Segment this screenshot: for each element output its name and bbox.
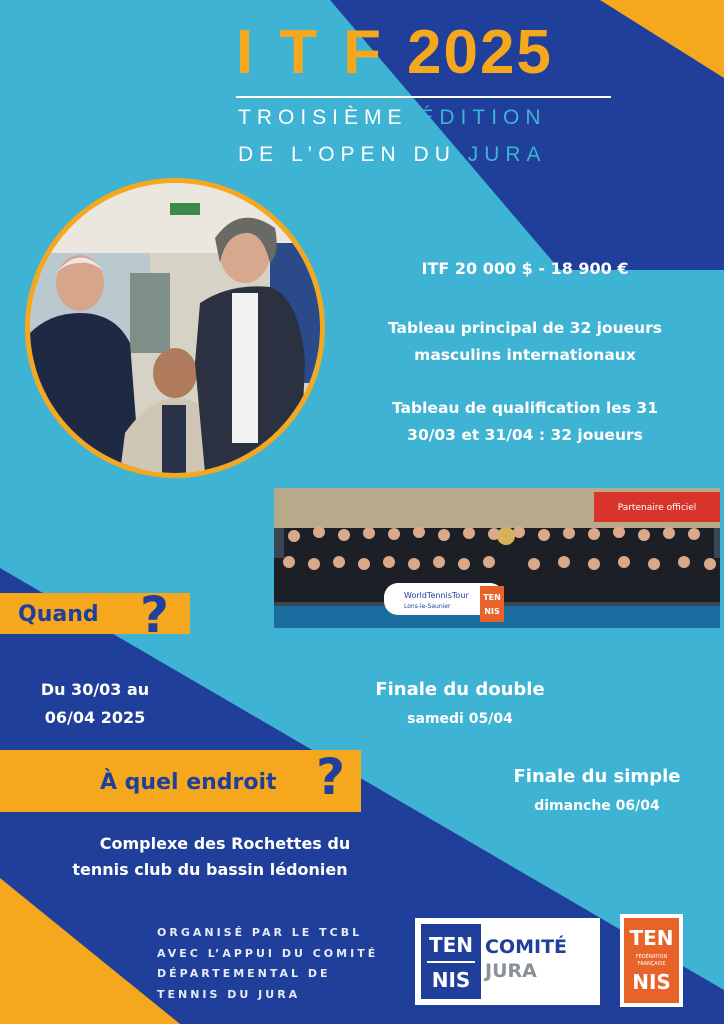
when-dates-line-2: 06/04 2025	[44, 708, 146, 727]
prize-money: ITF 20 000 $ - 18 900 €	[421, 259, 629, 278]
subtitle-highlight: ÉDITION	[419, 106, 547, 129]
organizer-line-1: ORGANISÉ PAR LE TCBL	[157, 926, 363, 939]
fft-middle-text: FÉDÉRATION FRANÇAISE	[635, 954, 668, 967]
fft-logo	[620, 914, 683, 1007]
players-photo-illustration	[30, 183, 320, 473]
final-simple-date: dimanche 06/04	[534, 798, 660, 814]
when-question-mark: ?	[140, 586, 170, 644]
wtt-banner-text: WorldTennisTour	[404, 591, 469, 600]
comite-jura-logo	[415, 918, 600, 1005]
page-title	[236, 18, 553, 87]
comite-ten-text: TEN	[428, 933, 474, 957]
when-label: Quand	[18, 602, 99, 627]
fft-nis-text: NIS	[632, 970, 671, 994]
comite-word: COMITÉ	[485, 936, 568, 958]
players-circle-photo	[25, 178, 325, 478]
subtitle-part: TROISIÈME	[238, 106, 420, 129]
qualif-line-2: 30/03 et 31/04 : 32 joueurs	[407, 426, 643, 444]
comite-tennis-mark	[421, 924, 481, 999]
title-itf: ITF	[236, 18, 407, 87]
partner-banner-text: Partenaire officiel	[617, 503, 697, 513]
when-dates-line-1: Du 30/03 au	[40, 680, 150, 699]
organizer-line-3: DÉPARTEMENTAL DE	[157, 967, 331, 980]
group-photo-illustration	[274, 488, 720, 628]
where-question-mark: ?	[316, 748, 346, 806]
main-draw-line-2: masculins internationaux	[414, 346, 636, 364]
photo-logo-ten: TEN	[483, 593, 501, 602]
group-photo	[274, 488, 720, 628]
organizer-text	[157, 923, 378, 1005]
final-double-date: samedi 05/04	[407, 711, 513, 727]
wtt-banner-sub: Lons-le-Saunier	[404, 603, 451, 610]
fft-ten-text: TEN	[629, 926, 674, 950]
when-label-box	[0, 586, 190, 644]
title-year: 2025	[406, 18, 553, 87]
subtitle-highlight: JURA	[467, 143, 547, 166]
photo-logo-nis: NIS	[484, 607, 500, 616]
venue-line-2: tennis club du bassin lédonien	[72, 860, 348, 879]
fft-tennis-mark	[624, 918, 679, 1003]
comite-nis-text: NIS	[431, 968, 471, 992]
subtitle-line-1	[238, 106, 547, 130]
final-simple-title: Finale du simple	[513, 766, 681, 787]
subtitle-line-2	[238, 143, 547, 167]
qualif-line-1: Tableau de qualification les 31	[391, 399, 659, 417]
organizer-line-2: AVEC L’APPUI DU COMITÉ	[157, 946, 379, 960]
where-label: À quel endroit	[100, 770, 277, 795]
organizer-line-4: TENNIS DU JURA	[157, 987, 301, 1001]
subtitle-part: DE L’OPEN DU	[238, 143, 468, 166]
final-double-title: Finale du double	[375, 679, 545, 700]
venue-line-1: Complexe des Rochettes du	[99, 834, 351, 853]
where-label-box	[0, 750, 361, 812]
comite-region: JURA	[485, 960, 537, 982]
title-underline	[236, 96, 611, 98]
main-draw-line-1: Tableau principal de 32 joueurs	[387, 319, 663, 337]
